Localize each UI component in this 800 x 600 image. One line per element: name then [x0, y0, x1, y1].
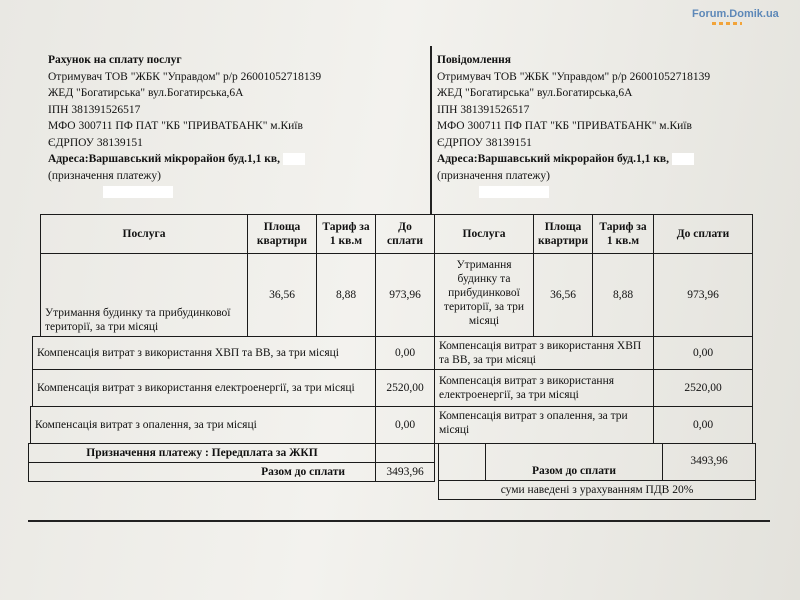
left-row-maintenance: Утримання будинку та прибудинкової території, за три місяці: [40, 253, 248, 337]
left-header-service: Послуга: [40, 214, 248, 254]
right-row-water: Компенсація витрат з використання ХВП та ВВ, за три місяці: [434, 336, 654, 370]
bottom-rule: [28, 520, 770, 522]
left-title: Рахунок на сплату послуг: [48, 54, 182, 66]
left-total-label: Разом до сплати: [28, 462, 376, 482]
left-header-area: Площа квартири: [247, 214, 317, 254]
right-zhed: ЖЕД "Богатирська" вул.Богатирська,6А: [437, 87, 633, 99]
right-ipn: ІПН 381391526517: [437, 103, 530, 116]
left-ipn: ІПН 381391526517: [48, 103, 141, 116]
left-row-water: Компенсація витрат з використання ХВП та ВВ, за три місяці: [32, 336, 376, 370]
right-purpose-note: (призначення платежу): [437, 169, 550, 182]
right-row-electric: Компенсація витрат з використання електроенергії, за три місяці: [434, 369, 654, 407]
left-purpose-redaction: [103, 186, 173, 198]
left-purpose-blank: [375, 443, 435, 463]
right-mfo: МФО 300711 ПФ ПАТ "КБ "ПРИВАТБАНК" м.Київ: [437, 120, 692, 132]
right-purpose-redaction: [479, 186, 549, 198]
right-row-maintenance: Утримання будинку та прибудинкової території, за три місяці: [434, 253, 534, 337]
right-total-label: Разом до сплати: [485, 443, 663, 481]
right-header: [437, 52, 710, 201]
right-total-value: 3493,96: [662, 443, 756, 481]
right-row-water-sum: 0,00: [653, 336, 753, 370]
right-header-to-pay: До сплати: [653, 214, 753, 254]
right-header-service: Послуга: [434, 214, 534, 254]
right-row-heating: Компенсація витрат з опалення, за три місяці: [434, 406, 654, 444]
left-row-heating-sum: 0,00: [375, 406, 435, 444]
left-row-maintenance-sum: 973,96: [375, 253, 435, 337]
watermark-dots: [712, 22, 742, 25]
left-edrpou: ЄДРПОУ 38139151: [48, 136, 143, 149]
left-address-redaction: [283, 153, 305, 165]
left-row-electric: Компенсація витрат з використання електроенергії, за три місяці: [32, 369, 376, 407]
left-address: Адреса:Варшавський мікрорайон буд.1,1 кв,: [48, 153, 280, 165]
left-zhed: ЖЕД "Богатирська" вул.Богатирська,6А: [48, 87, 244, 99]
left-purpose-row: Призначення платежу : Передплата за ЖКП: [28, 443, 376, 463]
left-header-tariff: Тариф за 1 кв.м: [316, 214, 376, 254]
left-total-value: 3493,96: [375, 462, 435, 482]
right-row-maintenance-sum: 973,96: [653, 253, 753, 337]
left-header-to-pay: До сплати: [375, 214, 435, 254]
right-vat-note: суми наведені з урахуванням ПДВ 20%: [438, 480, 756, 500]
left-row-heating: Компенсація витрат з опалення, за три місяці: [30, 406, 376, 444]
right-header-tariff: Тариф за 1 кв.м: [592, 214, 654, 254]
right-row-heating-sum: 0,00: [653, 406, 753, 444]
right-header-area: Площа квартири: [533, 214, 593, 254]
right-total-blank: [438, 443, 486, 481]
right-row-electric-sum: 2520,00: [653, 369, 753, 407]
right-row-maintenance-area: 36,56: [533, 253, 593, 337]
left-row-maintenance-area: 36,56: [247, 253, 317, 337]
right-recipient: Отримувач ТОВ "ЖБК "Управдом" р/р 26001052718139: [437, 70, 711, 83]
header-divider: [430, 46, 432, 214]
left-recipient: Отримувач ТОВ "ЖБК "Управдом" р/р 26001052718139: [48, 70, 322, 83]
left-header: [48, 52, 321, 201]
right-row-maintenance-tariff: 8,88: [592, 253, 654, 337]
right-address-redaction: [672, 153, 694, 165]
watermark-logo: Forum.Domik.ua: [692, 8, 779, 20]
left-row-electric-sum: 2520,00: [375, 369, 435, 407]
left-row-water-sum: 0,00: [375, 336, 435, 370]
left-mfo: МФО 300711 ПФ ПАТ "КБ "ПРИВАТБАНК" м.Київ: [48, 120, 303, 132]
left-row-maintenance-tariff: 8,88: [316, 253, 376, 337]
right-edrpou: ЄДРПОУ 38139151: [437, 136, 532, 149]
right-address: Адреса:Варшавський мікрорайон буд.1,1 кв,: [437, 153, 669, 165]
left-purpose-note: (призначення платежу): [48, 169, 161, 182]
right-title: Повідомлення: [437, 54, 512, 66]
